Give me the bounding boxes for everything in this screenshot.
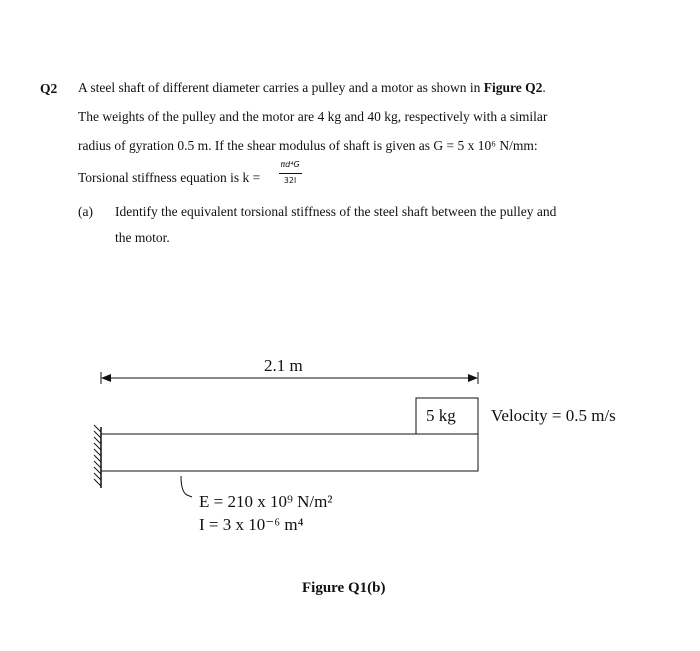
fixed-support-wall — [94, 425, 101, 488]
question-number: Q2 — [40, 81, 58, 96]
velocity-label: Velocity = 0.5 m/s — [491, 406, 616, 425]
question-line-2: The weights of the pulley and the motor are 4 kg and 40 kg, respectively with a similar — [78, 109, 548, 124]
stiffness-equation-label: Torsional stiffness equation is k = — [78, 170, 261, 185]
question-line-3: radius of gyration 0.5 m. If the shear modulus of shaft is given as G = 5 x 10⁶ N/mm: — [78, 138, 538, 153]
fraction-numerator: πd⁴G — [280, 160, 300, 169]
question-line-1-end: . — [542, 80, 546, 95]
mass-label: 5 kg — [426, 406, 456, 425]
figure-caption: Figure Q1(b) — [302, 580, 386, 596]
length-label: 2.1 m — [264, 356, 303, 375]
fraction-denominator: 32l — [283, 176, 297, 185]
part-a-line-2: the motor. — [115, 230, 170, 245]
annotation-leader-line — [181, 476, 192, 497]
part-a-label: (a) — [78, 204, 93, 219]
inertia-label: I = 3 x 10⁻⁶ m⁴ — [199, 515, 304, 534]
cantilever-beam — [101, 434, 478, 471]
modulus-label: E = 210 x 10⁹ N/m² — [199, 492, 333, 511]
question-line-1-text: A steel shaft of different diameter carries a pulley and a motor as shown in — [78, 80, 484, 95]
figure-reference: Figure Q2 — [483, 80, 543, 95]
part-a-line-1: Identify the equivalent torsional stiffness of the steel shaft between the pulley and — [115, 204, 557, 219]
